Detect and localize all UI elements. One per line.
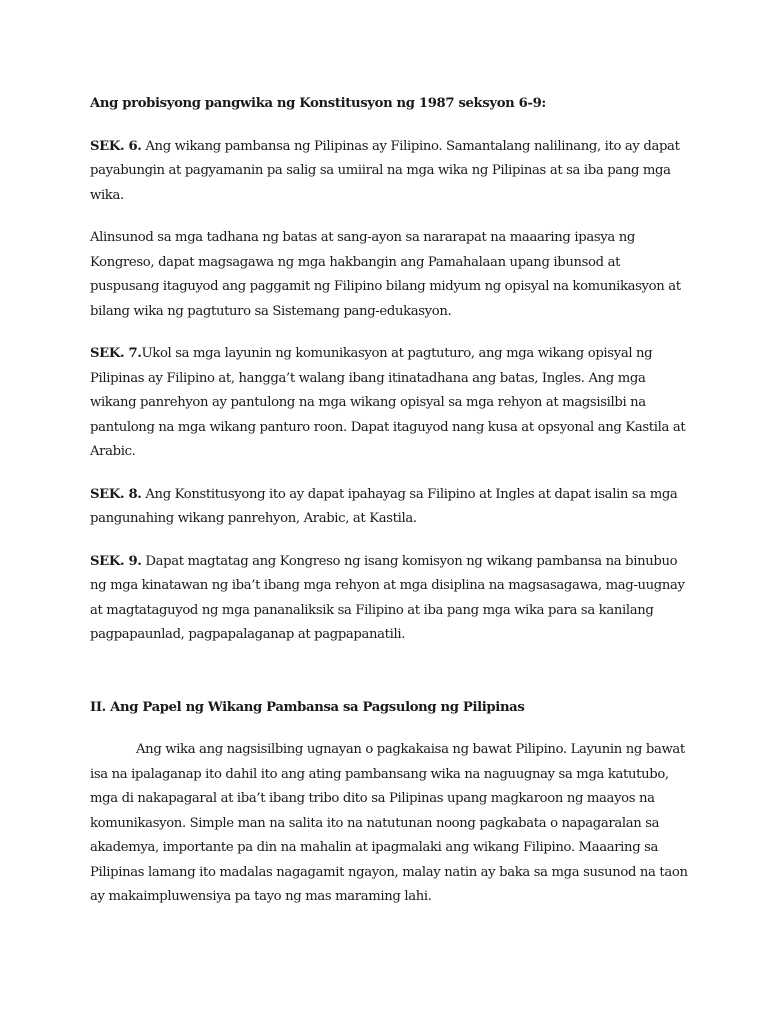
sek9-label: SEK. 9. [90, 553, 142, 569]
sek7-paragraph [90, 342, 690, 465]
section2-body: Ang wika ang nagsisilbing ugnayan o pagkakaisa ng bawat Pilipino. Layunin ng bawat isa na ipalaganap ito dahil ito ang ating pambansang wika na naguugnay sa mga katutubo, mga di nakapagaral at iba’t ibang tribo dito sa Pilipinas upang magkaroon ng maayos na komunikasyon. Simple man na salita ito na natutunan noong pagkabata o napagaralan sa akademya, importante pa din na mahalin at ipagmalaki ang wikang Filipino. Maaaring sa Pilipinas lamang ito madalas nagagamit ngayon, malay natin ay baka sa mga susunod na taon ay makaimpluwensiya pa tayo ng mas maraming lahi. [90, 742, 688, 904]
sek8-label: SEK. 8. [90, 486, 142, 502]
sek7-label: SEK. 7. [90, 346, 142, 361]
sek6-text: Ang wikang pambansa ng Pilipinas ay Filipino. Samantalang nalilinang, ito ay dapat payabungin at pagyamanin pa salig sa umiiral na mga wika ng Pilipinas at sa iba pang mga wika. [90, 138, 680, 203]
sek8-text: Ang Konstitusyong ito ay dapat ipahayag sa Filipino at Ingles at dapat isalin sa mga pangunahing wikang panrehyon, Arabic, at Kastila. [90, 486, 678, 526]
sek9-paragraph [90, 550, 690, 648]
document-heading: Ang probisyong pangwika ng Konstitusyon ng 1987 seksyon 6-9: [90, 96, 546, 111]
sek8-paragraph [90, 483, 690, 532]
sek6-paragraph [90, 135, 690, 209]
document-page [90, 92, 690, 910]
section2-title: II. Ang Papel ng Wikang Pambansa sa Pagsulong ng Pilipinas [90, 699, 525, 715]
sek9-text: Dapat magtatag ang Kongreso ng isang komisyon ng wikang pambansa na binubuo ng mga kinatawan ng iba’t ibang mga rehyon at mga disiplina na magsasagawa, mag-uugnay at magtataguyod ng mga pananaliksik sa Filipino at iba pang mga wika para sa kanilang pagpapaunlad, pagpapalaganap at pagpapanatili. [90, 553, 685, 642]
sek6-label: SEK. 6. [90, 138, 142, 154]
sek6-continuation-paragraph: Alinsunod sa mga tadhana ng batas at sang-ayon sa nararapat na maaaring ipasya ng Kongreso, dapat magsagawa ng mga hakbangin ang Pamahalaan upang ibunsod at puspusang itaguyod ang paggamit ng Filipino bilang midyum ng opisyal na komunikasyon at bilang wika ng pagtuturo sa Sistemang pang-edukasyon. [90, 230, 681, 319]
sek7-text: Ukol sa mga layunin ng komunikasyon at pagtuturo, ang mga wikang opisyal ng Pilipinas ay Filipino at, hangga’t walang ibang itinatadhana ang batas, Ingles. Ang mga wikang panrehyon ay pantulong na mga wikang opisyal sa mga rehyon at magsisilbi na pantulong na mga wikang panturo roon. Dapat itaguyod nang kusa at opsyonal ang Kastila at Arabic. [90, 346, 686, 459]
